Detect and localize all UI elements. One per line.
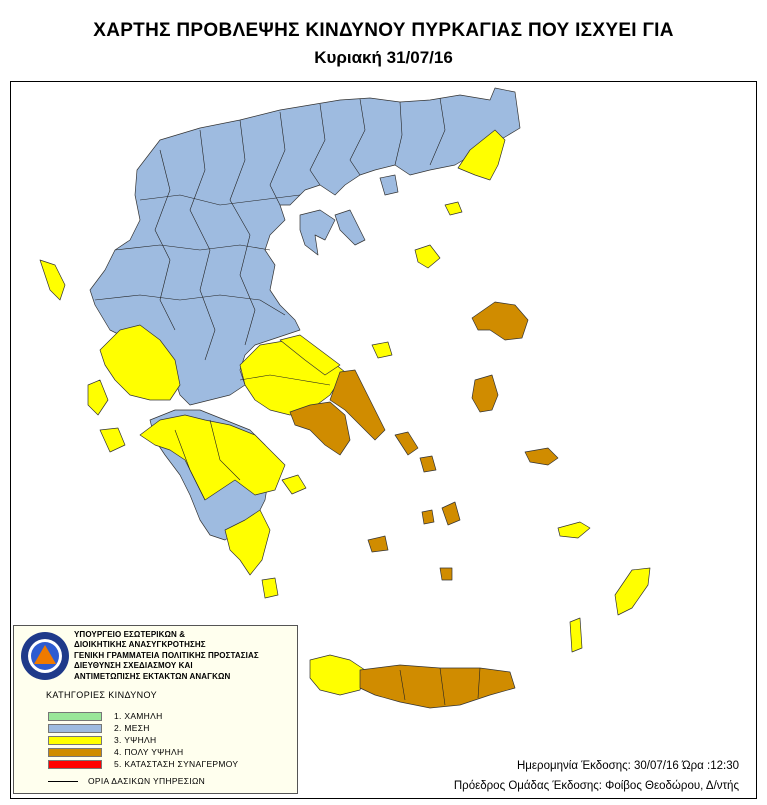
forest-border-label: ΟΡΙΑ ΔΑΣΙΚΩΝ ΥΠΗΡΕΣΙΩΝ: [88, 776, 206, 786]
region-santorini: [440, 568, 452, 580]
region-naxos-very-high: [442, 502, 460, 525]
region-kythira: [262, 578, 278, 598]
region-peloponnese-north-high: [140, 415, 285, 500]
region-tinos: [420, 456, 436, 472]
organization-line: ΔΙΟΙΚΗΤΙΚΗΣ ΑΝΑΣΥΓΚΡΟΤΗΣΗΣ: [74, 640, 206, 650]
region-lemnos: [415, 245, 440, 268]
region-lefkada: [88, 380, 108, 415]
risk-swatch-very-high: [48, 748, 102, 757]
legend-panel: [13, 625, 298, 794]
issue-date: Ημερομηνία Έκδοσης: 30/07/16 Ώρα :12:30: [517, 760, 739, 772]
region-attica-very-high: [290, 402, 350, 455]
region-lesvos-very-high: [472, 302, 528, 340]
organization-line: ΥΠΟΥΡΓΕΙΟ ΕΣΩΤΕΡΙΚΩΝ &: [74, 630, 186, 639]
risk-label-very-high: 4. ΠΟΛΥ ΥΨΗΛΗ: [114, 747, 184, 757]
region-chios-very-high: [472, 375, 498, 412]
issuer: Πρόεδρος Ομάδας Έκδοσης: Φοίβος Θεοδώρου, Δ/ντής: [453, 780, 739, 792]
region-karpathos-high: [570, 618, 582, 652]
risk-swatch-medium: [48, 724, 102, 733]
border-line-sample: [48, 781, 78, 782]
risk-swatch-alert: [48, 760, 102, 769]
civil-protection-emblem-icon: [20, 631, 70, 681]
risk-label-medium: 2. ΜΕΣΗ: [114, 723, 150, 733]
map-title: ΧΑΡΤΗΣ ΠΡΟΒΛΕΨΗΣ ΚΙΝΔΥΝΟΥ ΠΥΡΚΑΓΙΑΣ ΠΟΥ ΙΣΧΥΕΙ ΓΙΑ: [93, 20, 674, 41]
risk-label-high: 3. ΥΨΗΛΗ: [114, 735, 157, 745]
organization-line: ΑΝΤΙΜΕΤΩΠΙΣΗΣ ΕΚΤΑΚΤΩΝ ΑΝΑΓΚΩΝ: [74, 671, 231, 681]
risk-label-low: 1. ΧΑΜΗΛΗ: [114, 711, 163, 721]
map-subtitle: Κυριακή 31/07/16: [314, 48, 453, 67]
region-halkidiki: [300, 210, 335, 255]
region-halkidiki-athos: [335, 210, 365, 245]
organization-line: ΓΕΝΙΚΗ ΓΡΑΜΜΑΤΕΙΑ ΠΟΛΙΤΙΚΗΣ ΠΡΟΣΤΑΣΙΑΣ: [74, 650, 259, 660]
risk-label-alert: 5. ΚΑΤΑΣΤΑΣΗ ΣΥΝΑΓΕΡΜΟΥ: [114, 759, 239, 769]
organization-line: ΔΙΕΥΘΥΝΣΗ ΣΧΕΔΙΑΣΜΟΥ ΚΑΙ: [74, 661, 193, 671]
region-thassos: [380, 175, 398, 195]
region-crete-very-high: [360, 665, 515, 708]
region-samothraki: [445, 202, 462, 215]
region-kefalonia: [100, 428, 125, 452]
risk-categories-title: ΚΑΤΗΓΟΡΙΕΣ ΚΙΝΔΥΝΟΥ: [46, 690, 158, 700]
risk-swatch-high: [48, 736, 102, 745]
region-rhodes-high: [615, 568, 650, 615]
region-saronic: [282, 475, 306, 494]
region-corfu: [40, 260, 65, 300]
region-kos-high: [558, 522, 590, 538]
region-samos-very-high: [525, 448, 558, 465]
region-paros: [422, 510, 434, 524]
region-crete-west-high: [310, 655, 365, 695]
risk-swatch-low: [48, 712, 102, 721]
region-andros-very-high: [395, 432, 418, 455]
region-sporades: [372, 342, 392, 358]
organization-name: [74, 630, 296, 682]
region-milos: [368, 536, 388, 552]
